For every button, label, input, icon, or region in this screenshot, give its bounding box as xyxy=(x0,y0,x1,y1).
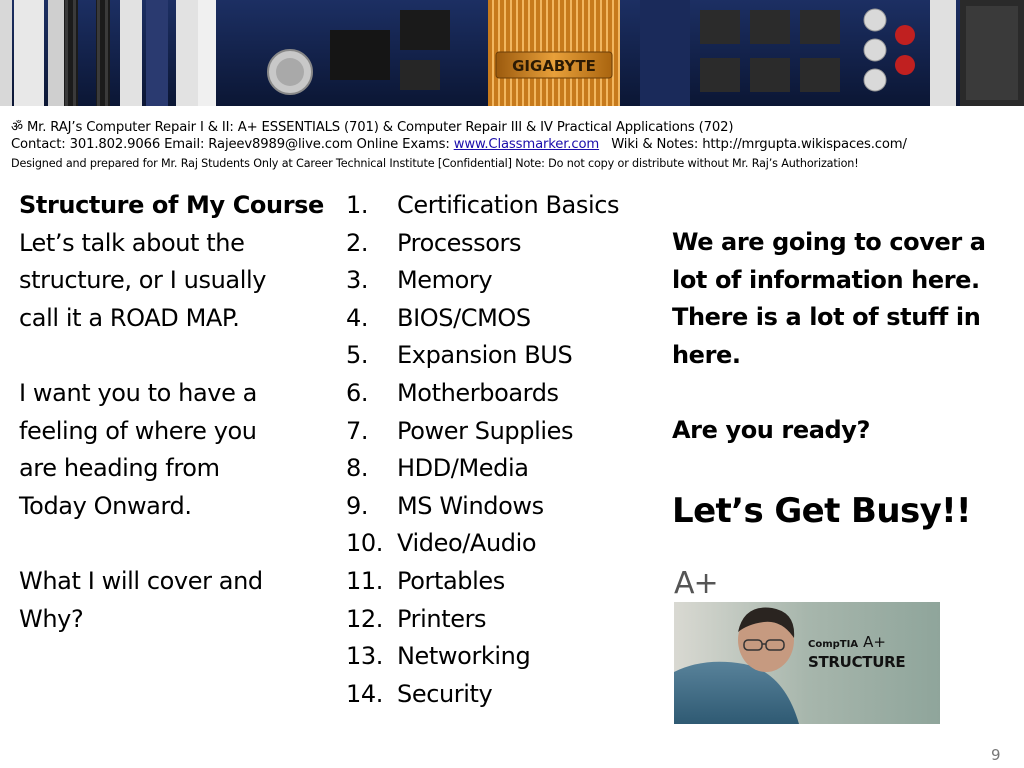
list-number: 9. xyxy=(346,491,369,520)
course-list-item xyxy=(346,225,666,263)
list-number: 12. xyxy=(346,604,383,633)
header-line-3: Designed and prepared for Mr. Raj Students Only at Career Technical Institute [Confidential] Note: Do not copy or distribute without Mr. Raj’s Authorization! xyxy=(11,157,859,170)
course-list-item xyxy=(346,300,666,338)
left-column-line: Why? xyxy=(19,604,84,633)
list-item-label: Motherboards xyxy=(397,378,559,407)
course-list-item xyxy=(346,337,666,375)
right-column xyxy=(672,224,1012,450)
course-list-item xyxy=(346,262,666,300)
course-list-item xyxy=(346,601,666,639)
structure-caption: STRUCTURE xyxy=(808,653,906,671)
right-column-line: There is a lot of stuff in xyxy=(672,303,981,332)
left-column-line: call it a ROAD MAP. xyxy=(19,303,240,332)
list-number: 4. xyxy=(346,303,369,332)
list-number: 14. xyxy=(346,679,383,708)
blank-line xyxy=(19,525,339,563)
om-symbol: ॐ xyxy=(11,120,23,135)
list-number: 6. xyxy=(346,378,369,407)
left-column-line: structure, or I usually xyxy=(19,266,267,295)
list-item-label: Expansion BUS xyxy=(397,341,573,370)
list-item-label: Security xyxy=(397,679,493,708)
list-item-label: Power Supplies xyxy=(397,416,574,445)
course-list-item xyxy=(346,563,666,601)
list-item-label: Certification Basics xyxy=(397,191,620,219)
left-column-line: I want you to have a xyxy=(19,378,257,407)
course-list xyxy=(346,187,666,713)
list-item-label: Memory xyxy=(397,266,493,295)
list-item-label: Networking xyxy=(397,642,531,671)
course-list-item xyxy=(346,450,666,488)
header-line-1 xyxy=(11,117,733,135)
course-list-item xyxy=(346,488,666,526)
course-list-item xyxy=(346,638,666,676)
page-number: 9 xyxy=(991,746,1001,764)
course-list-item xyxy=(346,525,666,563)
left-column-line: are heading from xyxy=(19,454,220,483)
lets-get-busy-text: Let’s Get Busy!! xyxy=(672,491,971,531)
course-list-item xyxy=(346,413,666,451)
course-list-item xyxy=(346,375,666,413)
right-column-line: We are going to cover a xyxy=(672,228,986,256)
blank-line xyxy=(672,374,1012,412)
list-number: 5. xyxy=(346,341,369,370)
list-number: 1. xyxy=(346,191,369,219)
left-column xyxy=(19,187,339,638)
photo-caption xyxy=(808,632,905,671)
list-item-label: HDD/Media xyxy=(397,454,529,483)
contact-info: Contact: 301.802.9066 Email: Rajeev8989@live.com Online Exams: xyxy=(11,137,454,152)
comptia-aplus-photo xyxy=(674,602,940,724)
left-column-line: Let’s talk about the xyxy=(19,228,245,257)
right-column-line: Are you ready? xyxy=(672,415,871,444)
list-item-label: Processors xyxy=(397,228,522,257)
list-item-label: BIOS/CMOS xyxy=(397,303,531,332)
course-list-item xyxy=(346,676,666,714)
right-column-line: here. xyxy=(672,340,741,369)
left-column-line: What I will cover and xyxy=(19,566,263,595)
left-column-line: feeling of where you xyxy=(19,416,257,445)
wiki-info: Wiki & Notes: http://mrgupta.wikispaces.com/ xyxy=(599,137,907,152)
list-number: 11. xyxy=(346,566,383,595)
blank-line xyxy=(19,337,339,375)
list-number: 8. xyxy=(346,454,369,483)
course-title-line: Mr. RAJ’s Computer Repair I & II: A+ ESSENTIALS (701) & Computer Repair III & IV Practical Applications (702) xyxy=(26,120,734,135)
section-title: Structure of My Course xyxy=(19,191,324,219)
list-number: 10. xyxy=(346,529,383,558)
list-number: 13. xyxy=(346,642,383,671)
motherboard-banner-image xyxy=(0,0,1024,106)
comptia-label: CompTIA xyxy=(808,639,859,650)
left-column-line: Today Onward. xyxy=(19,491,192,520)
list-number: 2. xyxy=(346,228,369,257)
aplus-caption: A+ xyxy=(863,633,887,651)
list-number: 7. xyxy=(346,416,369,445)
aplus-logo: A+ xyxy=(674,566,718,601)
classmarker-link[interactable]: www.Classmarker.com xyxy=(453,137,600,152)
list-item-label: Video/Audio xyxy=(397,529,537,558)
list-item-label: MS Windows xyxy=(397,491,544,520)
header-line-2 xyxy=(11,137,907,152)
list-item-label: Portables xyxy=(397,566,505,595)
list-number: 3. xyxy=(346,266,369,295)
course-list-item xyxy=(346,187,666,225)
svg-text:GIGABYTE: GIGABYTE xyxy=(512,57,596,75)
list-item-label: Printers xyxy=(397,604,487,633)
right-column-line: lot of information here. xyxy=(672,265,980,294)
